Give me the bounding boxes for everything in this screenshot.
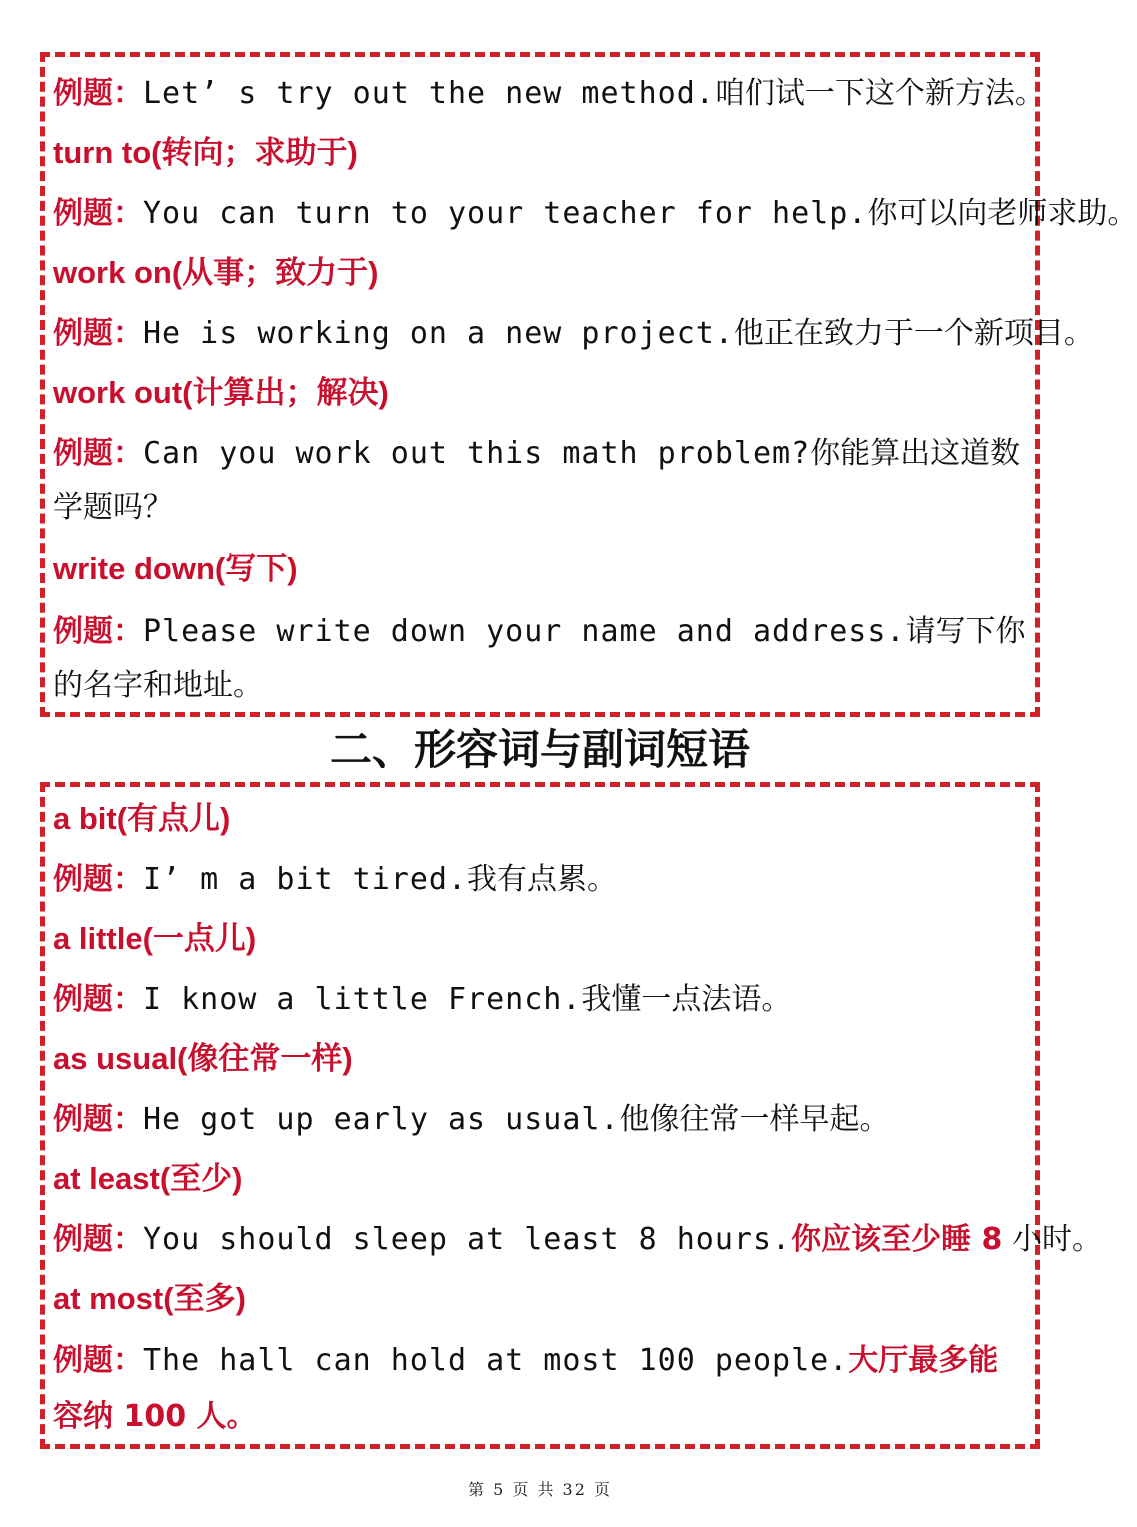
phrase-heading: write down(写下) bbox=[53, 551, 298, 586]
example-label: 例题： bbox=[53, 316, 143, 351]
phrase-heading: turn to(转向；求助于) bbox=[53, 135, 358, 170]
example-chinese: 请写下你的名字和地址。 bbox=[53, 614, 1026, 703]
example-chinese-highlight: 你应该至少睡 8 bbox=[791, 1222, 1003, 1257]
example-line bbox=[53, 1220, 1102, 1260]
example-chinese: 他正在致力于一个新项目。 bbox=[733, 316, 1094, 351]
phrase-heading: work out(计算出；解决) bbox=[53, 375, 389, 410]
example-label: 例题： bbox=[53, 862, 143, 897]
example-line bbox=[53, 427, 1027, 535]
example-label: 例题： bbox=[53, 1343, 143, 1378]
phrase-box-verbs bbox=[40, 52, 1137, 717]
example-english: I’ m a bit tired. bbox=[143, 862, 468, 897]
example-chinese: 你可以向老师求助。 bbox=[867, 196, 1137, 231]
example-line bbox=[53, 860, 1027, 900]
example-label: 例题： bbox=[53, 1102, 143, 1137]
example-label: 例题： bbox=[53, 982, 143, 1017]
example-english: Please write down your name and address. bbox=[143, 614, 906, 649]
example-line bbox=[53, 980, 1027, 1020]
example-chinese: 他像往常一样早起。 bbox=[619, 1102, 890, 1137]
phrase-heading: a little(一点儿) bbox=[53, 921, 257, 956]
example-line bbox=[53, 314, 1094, 354]
example-english: You can turn to your teacher for help. bbox=[143, 196, 868, 231]
phrase-heading: a bit(有点儿) bbox=[53, 801, 231, 836]
example-english: Can you work out this math problem? bbox=[143, 436, 811, 471]
phrase-heading: work on(从事；致力于) bbox=[53, 255, 379, 290]
example-english: I know a little French. bbox=[143, 982, 582, 1017]
phrase-heading: as usual(像往常一样) bbox=[53, 1041, 353, 1076]
page-footer: 第 5 页 共 32 页 bbox=[468, 1480, 612, 1499]
example-english: He got up early as usual. bbox=[143, 1102, 620, 1137]
example-label: 例题： bbox=[53, 76, 143, 111]
example-line bbox=[53, 74, 1045, 114]
example-chinese: 小时。 bbox=[1011, 1222, 1102, 1257]
example-chinese: 我懂一点法语。 bbox=[581, 982, 792, 1017]
section-title: 二、形容词与副词短语 bbox=[329, 725, 750, 774]
example-chinese-highlight: 大厅最多能容纳 100 人。 bbox=[53, 1343, 999, 1434]
example-label: 例题： bbox=[53, 196, 143, 231]
example-label: 例题： bbox=[53, 614, 143, 649]
example-line bbox=[53, 1333, 1027, 1445]
example-english: You should sleep at least 8 hours. bbox=[143, 1222, 792, 1257]
phrase-box-adjectives-adverbs bbox=[40, 782, 1102, 1449]
phrase-heading: at least(至少) bbox=[53, 1161, 243, 1196]
example-chinese: 咱们试一下这个新方法。 bbox=[714, 76, 1045, 111]
example-line bbox=[53, 1100, 1027, 1140]
example-english: The hall can hold at most 100 people. bbox=[143, 1343, 849, 1378]
example-english: He is working on a new project. bbox=[143, 316, 734, 351]
example-line bbox=[53, 605, 1027, 713]
example-english: Let’ s try out the new method. bbox=[143, 76, 715, 111]
example-chinese: 你能算出这道数学题吗？ bbox=[53, 436, 1021, 525]
example-line bbox=[53, 194, 1137, 234]
example-chinese: 我有点累。 bbox=[467, 862, 618, 897]
example-label: 例题： bbox=[53, 1222, 143, 1257]
phrase-heading: at most(至多) bbox=[53, 1281, 246, 1316]
example-label: 例题： bbox=[53, 436, 143, 471]
